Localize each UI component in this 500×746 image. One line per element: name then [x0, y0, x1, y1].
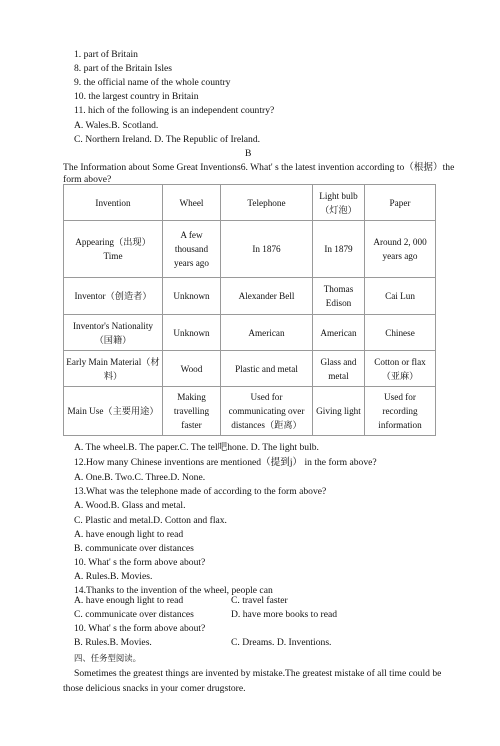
question-line: 11. hich of the following is an independent country?: [74, 105, 275, 116]
table-cell: Giving light: [313, 387, 365, 436]
answer-options: C. Northern Ireland. D. The Republic of Ireland.: [74, 134, 261, 145]
question-line: 9. the official name of the whole country: [74, 77, 231, 88]
answer-options: A. One.B. Two.C. Three.D. None.: [74, 472, 206, 483]
answer-options: C. Plastic and metal.D. Cotton and flax.: [74, 515, 227, 526]
answer-options: A. have enough light to read: [74, 529, 184, 540]
table-cell: Inventor's Nationality （国籍）: [64, 315, 163, 351]
table-cell: Used for recording information: [365, 387, 436, 436]
table-header-row: [64, 185, 436, 221]
table-cell: American: [313, 315, 365, 351]
table-row: [64, 278, 436, 315]
table-cell: Thomas Edison: [313, 278, 365, 315]
table-cell: Making travelling faster: [163, 387, 221, 436]
question-line: 10. What' s the form above about?: [74, 557, 206, 568]
header-cell: Paper: [365, 185, 436, 221]
answer-options: A. Wales.B. Scotland.: [74, 120, 159, 131]
table-cell: A few thousand years ago: [163, 221, 221, 278]
table-cell: Cai Lun: [365, 278, 436, 315]
table-cell: Inventor（创造者）: [64, 278, 163, 315]
answer-option: B. Rules.B. Movies.: [74, 637, 152, 648]
reading-paragraph: Sometimes the greatest things are invented by mistake.The greatest mistake of all time could be those delicious snacks in your comer drugstore.: [63, 668, 442, 694]
question-line: 14.Thanks to the invention of the wheel, people can: [74, 585, 273, 596]
table-row: [64, 387, 436, 436]
table-row: [64, 351, 436, 387]
table-cell: Main Use（主要用途）: [64, 387, 163, 436]
table-cell: Plastic and metal: [221, 351, 313, 387]
header-cell: Invention: [64, 185, 163, 221]
answer-options: A. Wood.B. Glass and metal.: [74, 500, 186, 511]
header-cell: Wheel: [163, 185, 221, 221]
question-line: 10. the largest country in Britain: [74, 91, 199, 102]
table-cell: Wood: [163, 351, 221, 387]
table-cell: Chinese: [365, 315, 436, 351]
answer-option: A. have enough light to read: [74, 595, 184, 606]
question-line: 13.What was the telephone made of according to the form above?: [74, 486, 327, 497]
answer-option: C. travel faster: [231, 595, 288, 606]
table-cell: Used for communicating over distances（距离）: [221, 387, 313, 436]
table-cell: In 1879: [313, 221, 365, 278]
answer-options: B. communicate over distances: [74, 543, 194, 554]
question-line: 10. What' s the form above about?: [74, 623, 206, 634]
table-row: [64, 315, 436, 351]
question-line: 1. part of Britain: [74, 49, 138, 60]
table-cell: Unknown: [163, 315, 221, 351]
table-cell: Alexander Bell: [221, 278, 313, 315]
question-line: 8. part of the Britain Isles: [74, 63, 173, 74]
answer-options: A. Rules.B. Movies.: [74, 571, 153, 582]
table-cell: Cotton or flax（亚麻）: [365, 351, 436, 387]
section-heading: B: [245, 148, 252, 159]
answer-option: D. have more books to read: [231, 609, 338, 620]
answer-option: C. Dreams. D. Inventions.: [231, 637, 332, 648]
table-row: [64, 221, 436, 278]
table-cell: American: [221, 315, 313, 351]
section-heading: 四、任务型阅读。: [74, 653, 141, 663]
header-cell: Telephone: [221, 185, 313, 221]
table-cell: Around 2, 000 years ago: [365, 221, 436, 278]
answer-options: A. The wheel.B. The paper.C. The tel吧hone. D. The light bulb.: [74, 442, 319, 453]
table-cell: Appearing（出现）Time: [64, 221, 163, 278]
table-intro: The Information about Some Great Inventions6. What' s the latest invention according to（根据）the form above?: [63, 162, 455, 185]
question-line: 12.How many Chinese inventions are mentioned（提到j） in the form above?: [74, 457, 377, 468]
table-cell: Early Main Material（材料）: [64, 351, 163, 387]
header-cell: Light bulb（灯泡）: [313, 185, 365, 221]
answer-option: C. communicate over distances: [74, 609, 194, 620]
table-cell: In 1876: [221, 221, 313, 278]
inventions-table: [63, 184, 436, 436]
table-cell: Glass and metal: [313, 351, 365, 387]
table-cell: Unknown: [163, 278, 221, 315]
